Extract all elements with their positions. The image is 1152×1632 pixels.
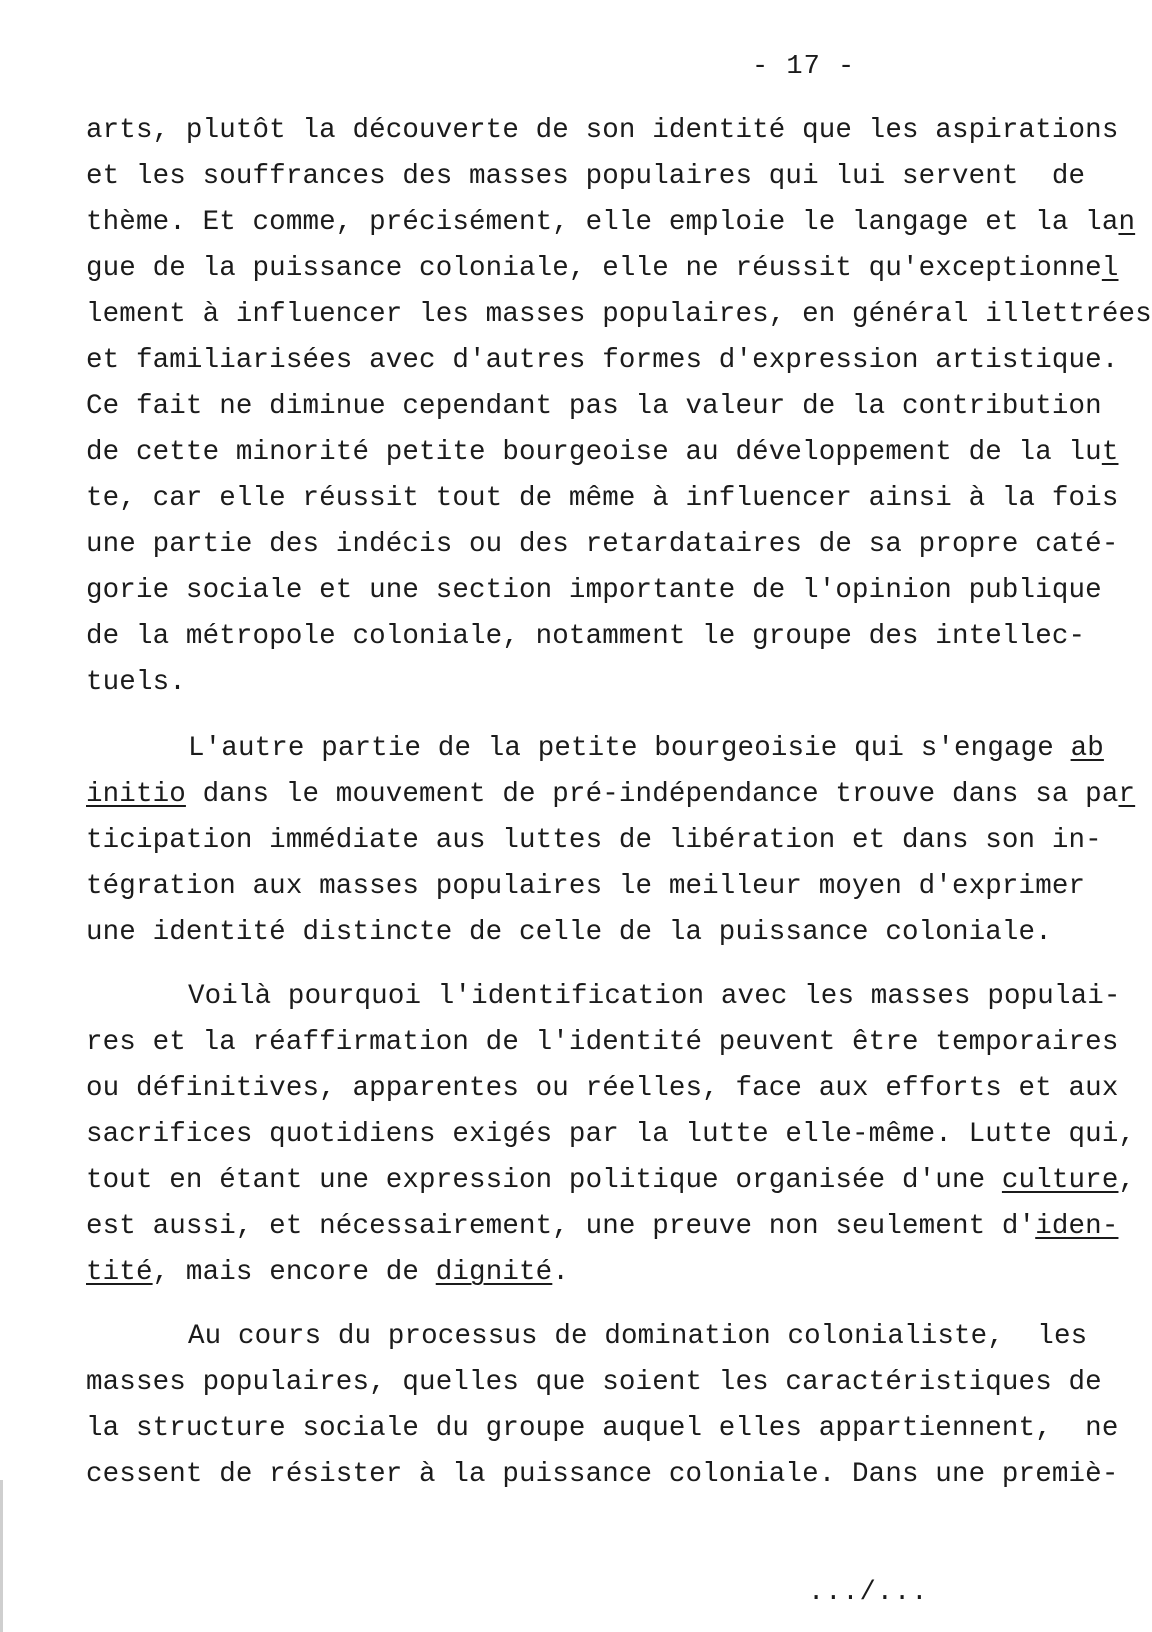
- text-line: une partie des indécis ou des retardataires de sa propre caté-: [86, 529, 1119, 560]
- text-line: Ce fait ne diminue cependant pas la valeur de la contribution: [86, 391, 1102, 422]
- text-line: de la métropole coloniale, notamment le groupe des intellec-: [86, 621, 1086, 652]
- text-line: ou définitives, apparentes ou réelles, face aux efforts et aux: [86, 1073, 1119, 1104]
- continuation-mark: .../...: [808, 1578, 929, 1608]
- text-line: L'autre partie de la petite bourgeoisie qui s'engage ab: [188, 733, 1104, 764]
- text-line: lement à influencer les masses populaires, en général illettrées: [86, 299, 1152, 330]
- text-line: est aussi, et nécessairement, une preuve non seulement d'iden-: [86, 1211, 1119, 1242]
- text-line: gue de la puissance coloniale, elle ne réussit qu'exceptionnel: [86, 253, 1119, 284]
- text-line: thème. Et comme, précisément, elle emploie le langage et la lan: [86, 207, 1136, 238]
- text-line: tuels.: [86, 667, 186, 698]
- text-line: tité, mais encore de dignité.: [86, 1257, 569, 1288]
- text-line: tout en étant une expression politique organisée d'une culture,: [86, 1165, 1136, 1196]
- text-line: Voilà pourquoi l'identification avec les masses populai-: [188, 981, 1121, 1012]
- text-line: une identité distincte de celle de la puissance coloniale.: [86, 917, 1052, 948]
- text-line: cessent de résister à la puissance coloniale. Dans une premiè-: [86, 1459, 1119, 1490]
- text-line: initio dans le mouvement de pré-indépendance trouve dans sa par: [86, 779, 1136, 810]
- text-line: res et la réaffirmation de l'identité peuvent être temporaires: [86, 1027, 1119, 1058]
- text-line: masses populaires, quelles que soient les caractéristiques de: [86, 1367, 1102, 1398]
- text-line: arts, plutôt la découverte de son identité que les aspirations: [86, 115, 1119, 146]
- text-line: tégration aux masses populaires le meilleur moyen d'exprimer: [86, 871, 1086, 902]
- page-number: - 17 -: [752, 52, 856, 82]
- text-line: te, car elle réussit tout de même à influencer ainsi à la fois: [86, 483, 1119, 514]
- text-line: Au cours du processus de domination colonialiste, les: [188, 1321, 1088, 1352]
- scan-edge-shadow: [0, 1480, 3, 1632]
- text-line: et familiarisées avec d'autres formes d'expression artistique.: [86, 345, 1119, 376]
- text-line: gorie sociale et une section importante de l'opinion publique: [86, 575, 1102, 606]
- text-line: la structure sociale du groupe auquel elles appartiennent, ne: [86, 1413, 1119, 1444]
- text-line: et les souffrances des masses populaires qui lui servent de: [86, 161, 1086, 192]
- text-line: de cette minorité petite bourgeoise au développement de la lut: [86, 437, 1119, 468]
- text-line: sacrifices quotidiens exigés par la lutte elle-même. Lutte qui,: [86, 1119, 1136, 1150]
- text-line: ticipation immédiate aus luttes de libération et dans son in-: [86, 825, 1102, 856]
